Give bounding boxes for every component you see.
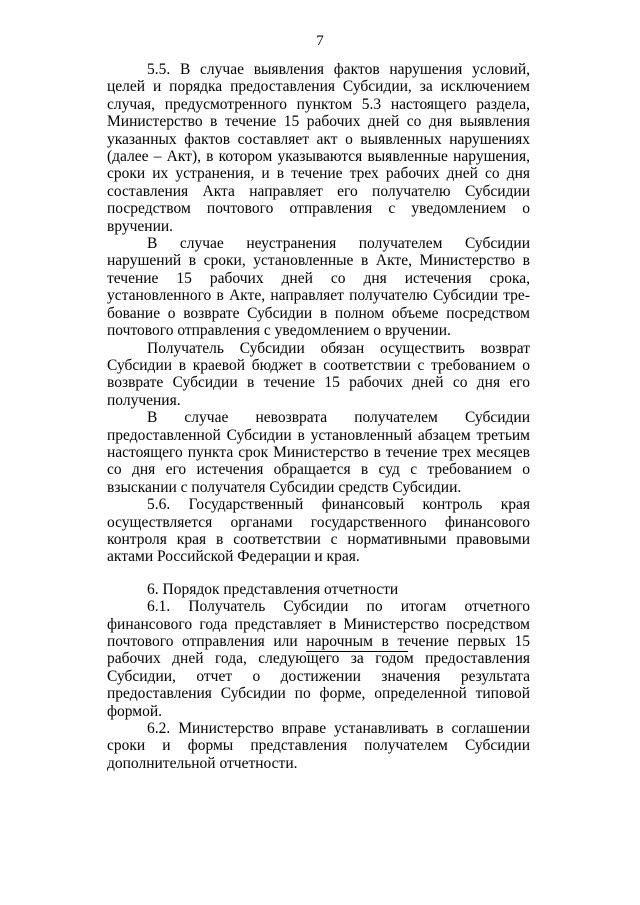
- paragraph-court-recovery: В случае невозврата получателем Субсидии предоставленной Субсидии в установленный абзацем третьим настоящего пункта срок Министерство в течение трех месяцев со дня его истечения обращается в суд с требованием о взыскании с получателя Субсидии средств Субсидии.: [107, 409, 530, 496]
- end-of-document-rule: [306, 651, 408, 652]
- document-body: [107, 61, 530, 772]
- paragraph-5-5: 5.5. В случае выявления фактов нарушения условий, целей и порядка предоставления Субсидии, за исключением случая, предусмотренного пунктом 5.3 настоящего раздела, Министерство в течение 15 рабочих дней со дня выявления указанных фактов составляет акт о выявленных нарушениях (далее – Акт), в котором указываются выявленные нарушения, сроки их устранения, и в течение трех рабочих дней со дня составления Акта направляет его получателю Субсидии посредством почтового отправления с уведомлением о вручении.: [107, 61, 530, 235]
- page-number: 7: [316, 33, 324, 49]
- paragraph-6-1: 6.1. Получатель Субсидии по итогам отчетного финансового года представляет в Министерство посредством почтового отправления или нарочным в течение первых 15 рабочих дней года, следующего за годом предоставления Субсидии, отчет о достижении значения результата предоставления Субсидии по форме, определенной типовой формой.: [107, 598, 530, 720]
- section-heading-6: 6. Порядок представления отчетности: [147, 580, 399, 598]
- paragraph-return-obligation: Получатель Субсидии обязан осуществить возврат Субсидии в краевой бюджет в соответствии с требованием о возврате Субсидии в течение 15 рабочих дней со дня его получения.: [107, 339, 530, 409]
- paragraph-6-2: 6.2. Министерство вправе устанавливать в соглашении сроки и формы представления получателем Субсидии дополнительной отчетности.: [107, 720, 530, 772]
- paragraph-noncorrection: В случае неустранения получателем Субсидии нарушений в сроки, установленные в Акте, Министерство в течение 15 рабочих дней со дня истечения срока, установленного в Акте, направляет получателю Субсидии требование о возврате Субсидии в полном объеме посредством почтового отправления с уведомлением о вручении.: [107, 235, 530, 340]
- paragraph-5-6: 5.6. Государственный финансовый контроль края осуществляется органами государственного финансового контроля края в соответствии с нормативными правовыми актами Российской Федерации и края.: [107, 496, 530, 566]
- section-gap: [107, 566, 530, 581]
